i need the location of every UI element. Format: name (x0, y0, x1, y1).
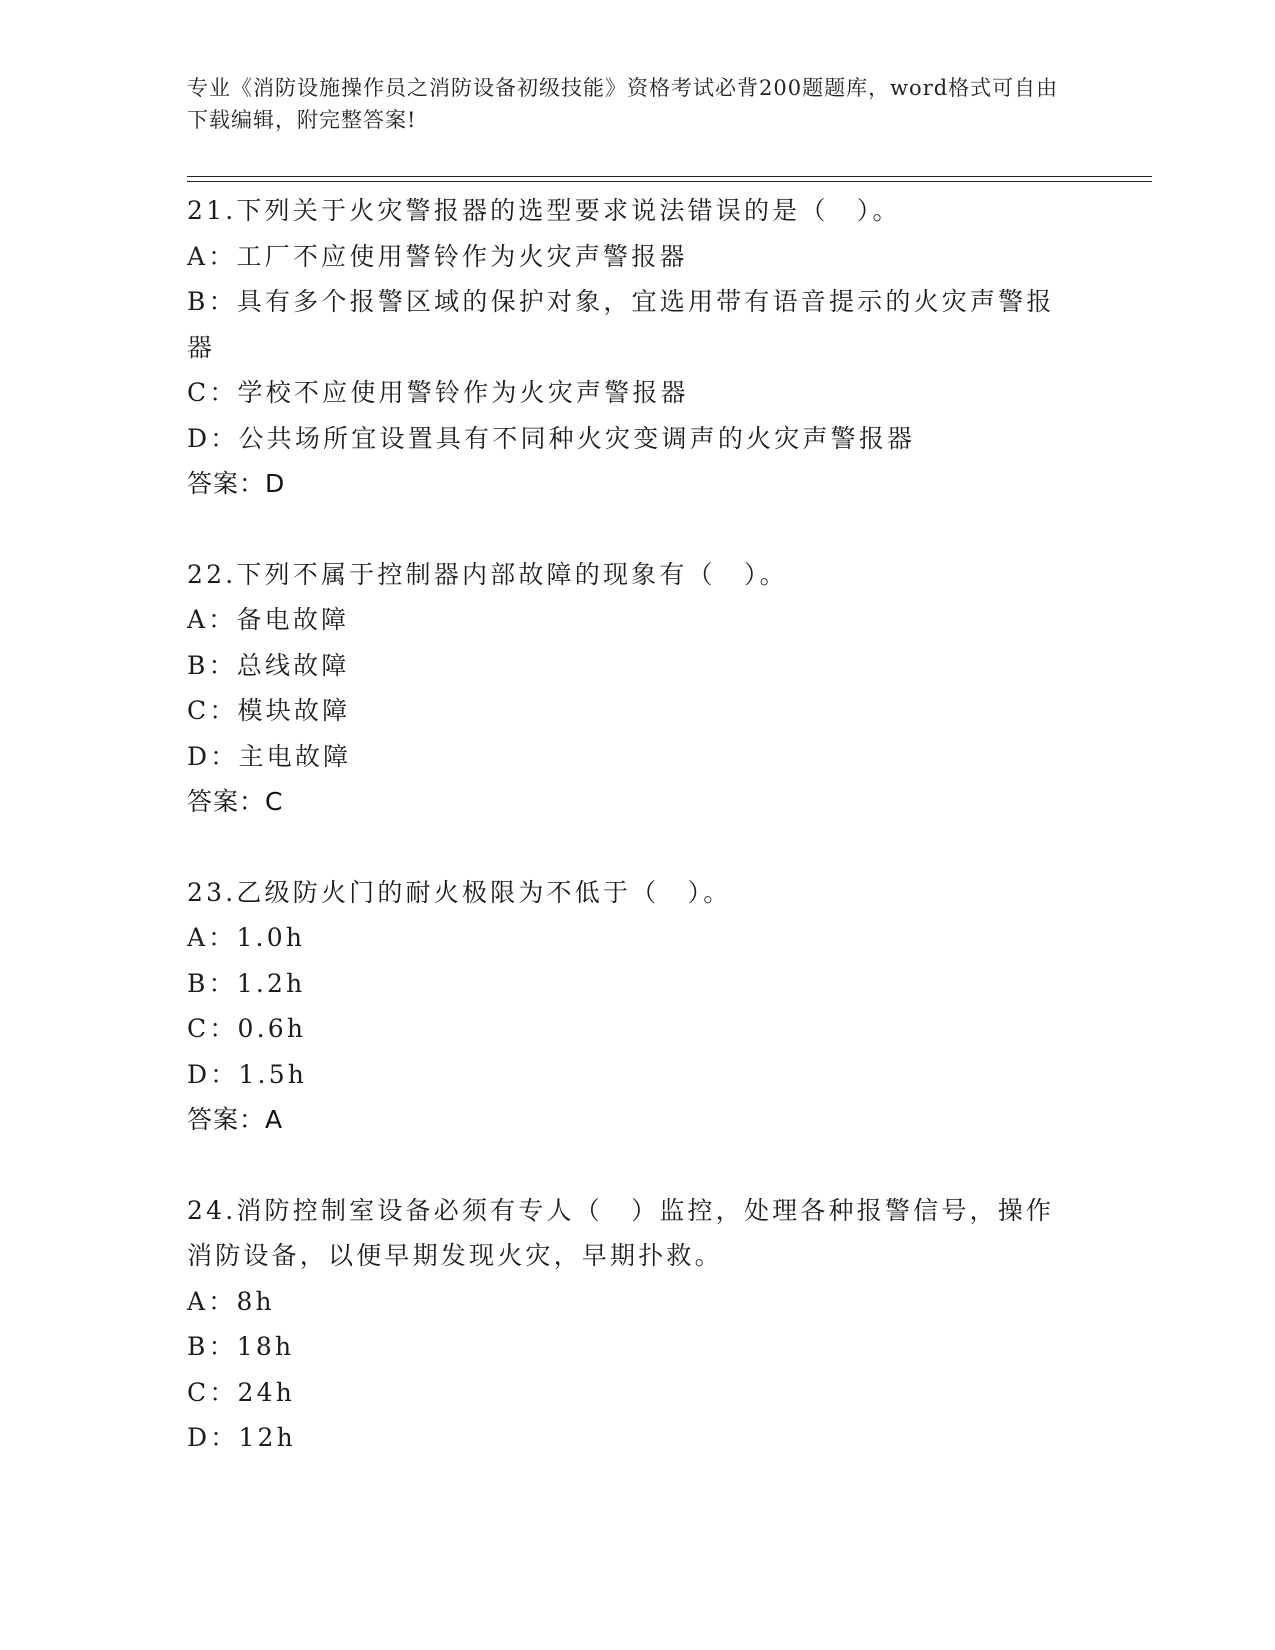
option-d: D：1.5h (187, 1059, 308, 1089)
option-d: D：12h (187, 1423, 296, 1452)
question-21 (187, 188, 1087, 507)
answer-line: 答案：D (187, 469, 286, 498)
answer-line: 答案：C (187, 787, 284, 816)
option-c: C：模块故障 (187, 696, 351, 725)
question-22 (187, 552, 1087, 825)
option-a: A：8h (187, 1286, 275, 1316)
option-a: A：1.0h (187, 923, 306, 952)
header-divider-top (187, 176, 1152, 177)
question-24 (187, 1188, 1087, 1461)
question-list (187, 188, 1087, 1506)
option-c: C：24h (187, 1377, 296, 1407)
option-b: B：18h (187, 1332, 295, 1361)
option-b: B：1.2h (187, 968, 306, 998)
question-stem: 23.乙级防火门的耐火极限为不低于（ ）。 (187, 877, 732, 907)
question-stem: 21.下列关于火灾警报器的选型要求说法错误的是（ ）。 (187, 196, 901, 225)
option-c: C：学校不应使用警铃作为火灾声警报器 (187, 378, 689, 407)
option-b: B：总线故障 (187, 650, 350, 680)
option-b: B：具有多个报警区域的保护对象，宜选用带有语音提示的火灾声警报器 (187, 287, 1055, 362)
option-d: D：公共场所宜设置具有不同种火灾变调声的火灾声警报器 (187, 423, 916, 453)
question-stem: 24.消防控制室设备必须有专人（ ）监控，处理各种报警信号，操作消防设备，以便早期发现火灾，早期扑救。 (187, 1195, 1055, 1270)
header-divider-bottom (187, 181, 1152, 182)
option-d: D：主电故障 (187, 741, 352, 771)
question-23 (187, 870, 1087, 1143)
option-a: A：备电故障 (187, 605, 350, 634)
document-header: 专业《消防设施操作员之消防设备初级技能》资格考试必背200题题库，word格式可自由下载编辑，附完整答案! (187, 76, 1059, 132)
answer-line: 答案：A (187, 1105, 284, 1134)
option-a: A：工厂不应使用警铃作为火灾声警报器 (187, 241, 688, 271)
option-c: C：0.6h (187, 1014, 307, 1043)
question-stem: 22.下列不属于控制器内部故障的现象有（ ）。 (187, 559, 788, 589)
